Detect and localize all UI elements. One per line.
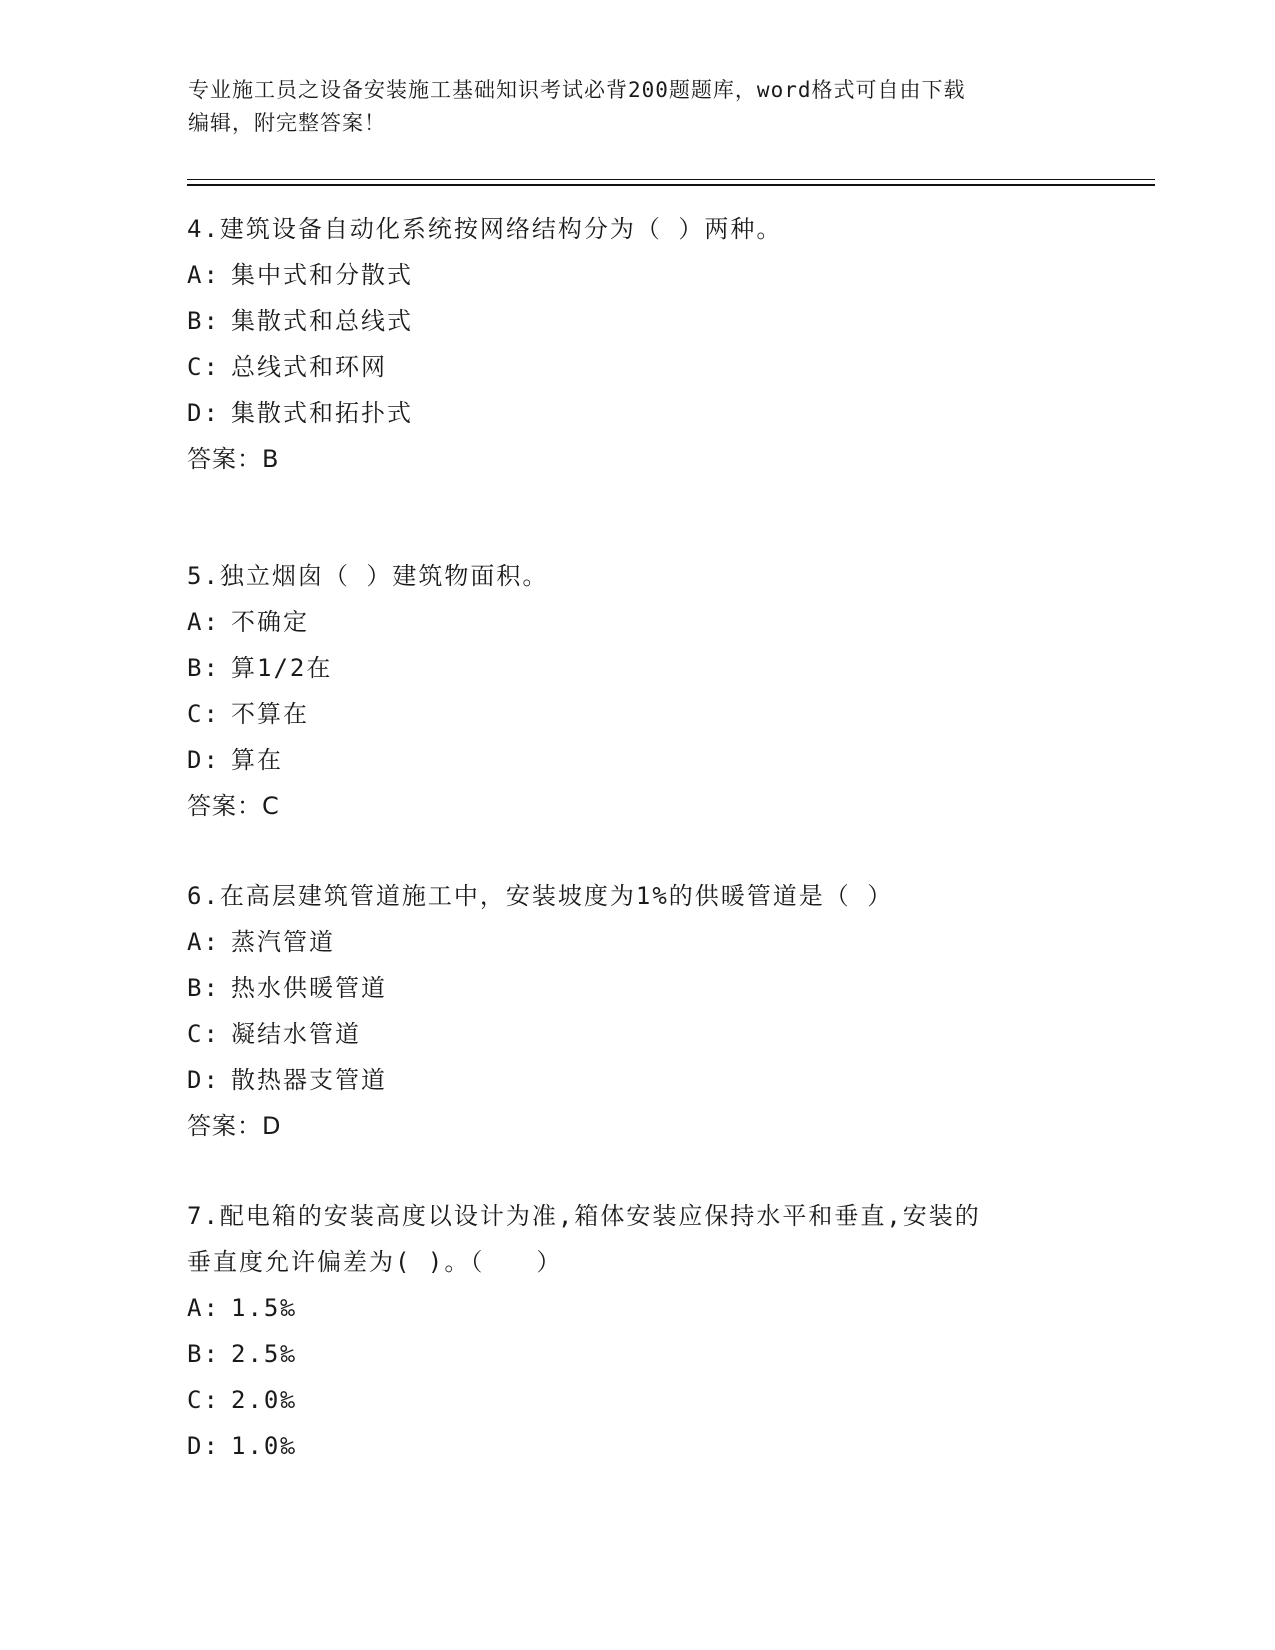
option-text: 集散式和拓扑式 [231, 399, 413, 427]
option-letter: B: [187, 974, 220, 1002]
option-text: 集散式和总线式 [231, 307, 413, 335]
question-7 [187, 1193, 1087, 1469]
question-stem: 4.建筑设备自动化系统按网络结构分为（ ）两种。 [187, 215, 783, 243]
header-divider-thin [187, 179, 1155, 180]
option-letter: A: [187, 1294, 220, 1322]
option-b [187, 965, 1087, 1011]
option-b [187, 645, 1087, 691]
option-text: 蒸汽管道 [231, 928, 335, 956]
option-a [187, 599, 1087, 645]
option-letter: D: [187, 1432, 220, 1460]
option-d [187, 737, 1087, 783]
question-4 [187, 206, 1087, 482]
option-text: 不确定 [231, 608, 309, 636]
option-text: 集中式和分散式 [231, 261, 413, 289]
option-letter: A: [187, 928, 220, 956]
option-letter: B: [187, 307, 220, 335]
option-text: 热水供暖管道 [231, 974, 387, 1002]
question-stem-line-1: 7.配电箱的安装高度以设计为准,箱体安装应保持水平和垂直,安装的 [187, 1202, 981, 1230]
option-text: 不算在 [231, 700, 309, 728]
option-b [187, 298, 1087, 344]
option-d [187, 390, 1087, 436]
option-letter: B: [187, 1340, 220, 1368]
question-5 [187, 553, 1087, 829]
option-d [187, 1057, 1087, 1103]
option-text: 1.5‰ [231, 1294, 297, 1322]
option-letter: B: [187, 654, 220, 682]
option-c [187, 691, 1087, 737]
option-c [187, 1011, 1087, 1057]
question-stem: 6.在高层建筑管道施工中，安装坡度为1%的供暖管道是（ ） [187, 882, 894, 910]
option-a [187, 252, 1087, 298]
option-d [187, 1423, 1087, 1469]
question-stem-line-2: 垂直度允许偏差为( )。（ ） [187, 1248, 563, 1276]
header-divider-thick [187, 184, 1155, 186]
option-letter: C: [187, 1386, 220, 1414]
answer-line: 答案：B [187, 445, 280, 473]
answer-line: 答案：D [187, 1112, 282, 1140]
header-line-1: 专业施工员之设备安装施工基础知识考试必背200题题库，word格式可自由下载 [188, 78, 966, 102]
option-text: 1.0‰ [231, 1432, 297, 1460]
option-text: 散热器支管道 [231, 1066, 387, 1094]
option-letter: D: [187, 746, 220, 774]
option-letter: D: [187, 399, 220, 427]
option-c [187, 344, 1087, 390]
question-stem: 5.独立烟囱（ ）建筑物面积。 [187, 562, 549, 590]
option-text: 算在 [231, 746, 283, 774]
option-text: 算1/2在 [231, 654, 333, 682]
option-letter: C: [187, 353, 220, 381]
option-letter: C: [187, 1020, 220, 1048]
option-text: 总线式和环网 [231, 353, 387, 381]
option-c [187, 1377, 1087, 1423]
option-a [187, 919, 1087, 965]
answer-line: 答案：C [187, 792, 280, 820]
option-letter: C: [187, 700, 220, 728]
option-a [187, 1285, 1087, 1331]
header-line-2: 编辑，附完整答案！ [188, 111, 386, 135]
option-letter: A: [187, 608, 220, 636]
question-6 [187, 873, 1087, 1149]
option-letter: D: [187, 1066, 220, 1094]
option-letter: A: [187, 261, 220, 289]
option-text: 2.5‰ [231, 1340, 297, 1368]
option-b [187, 1331, 1087, 1377]
option-text: 2.0‰ [231, 1386, 297, 1414]
document-header [188, 74, 1088, 140]
option-text: 凝结水管道 [231, 1020, 361, 1048]
